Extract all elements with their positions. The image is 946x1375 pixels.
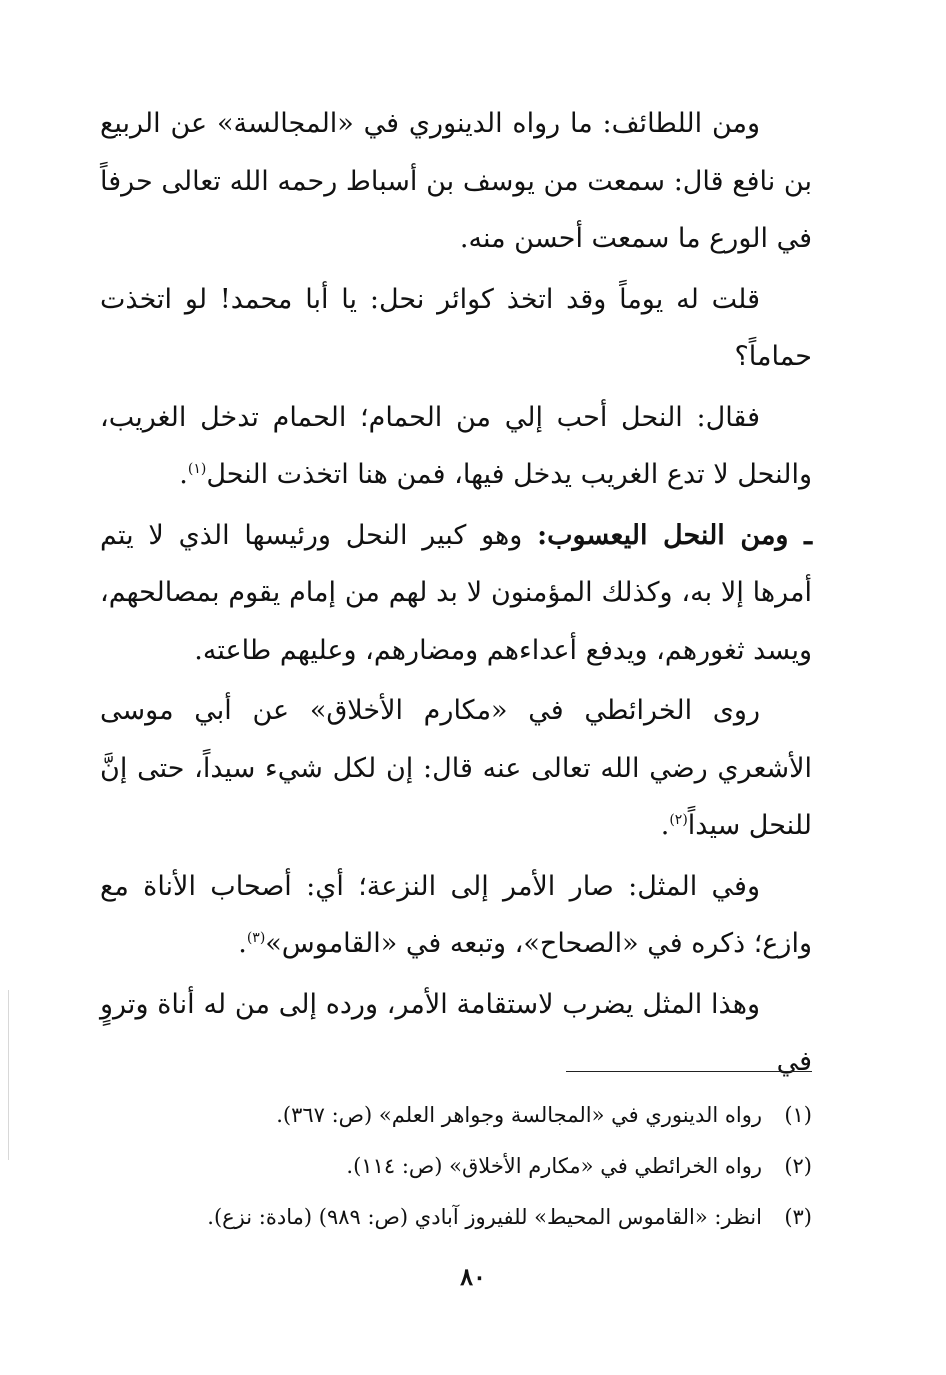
footnote-2 bbox=[100, 1141, 812, 1192]
paragraph-2 bbox=[100, 271, 812, 386]
footnote-separator bbox=[566, 1071, 812, 1072]
page-number: ٨٠ bbox=[460, 1262, 486, 1291]
footnotes bbox=[100, 1090, 812, 1243]
paragraph-4 bbox=[100, 507, 812, 680]
footnote-3-text: انظر: «القاموس المحيط» للفيروز آبادي (ص: ٩٨٩) (مادة: نزع). bbox=[207, 1205, 762, 1229]
paragraph-7 bbox=[100, 976, 812, 1091]
footnote-3 bbox=[100, 1192, 812, 1243]
scan-edge-line bbox=[8, 990, 9, 1160]
paragraph-7-text: وهذا المثل يضرب لاستقامة الأمر، ورده إلى من له أناة وتروٍ في bbox=[100, 988, 812, 1077]
footnote-2-number: (٢) bbox=[784, 1154, 812, 1178]
paragraph-1 bbox=[100, 95, 812, 268]
paragraph-2-text: قلت له يوماً وقد اتخذ كوائر نحل: يا أبا محمد! لو اتخذت حماماً؟ bbox=[100, 283, 812, 372]
paragraph-5: روى الخرائطي في «مكارم الأخلاق» عن أبي موسى الأشعري رضي الله تعالى عنه قال: إن لكل شيء سيداً، حتى إنَّ للنحل سيداً$^{(٢)}$. bbox=[100, 695, 812, 841]
paragraph-4-text: وهو كبير النحل ورئيسها الذي لا يتم أمرها إلا به، وكذلك المؤمنون لا بد لهم من إمام يقوم بمصالحهم، ويسد ثغورهم، ويدفع أعداءهم ومضارهم، وعليهم طاعته. bbox=[100, 519, 812, 666]
paragraph-6: وفي المثل: صار الأمر إلى النزعة؛ أي: أصحاب الأناة مع وازع؛ ذكره في «الصحاح»، وتبعه في «القاموس»$^{(٣)}$. bbox=[100, 870, 812, 959]
paragraph-3-text: فقال: النحل أحب إلي من الحمام؛ الحمام تدخل الغريب، والنحل لا تدع الغريب يدخل فيها، فمن هنا اتخذت النحل bbox=[100, 401, 812, 490]
footnote-ref-1: (١) bbox=[187, 461, 207, 477]
paragraph-4-lead: ـ ومن النحل اليعسوب: bbox=[537, 519, 812, 551]
footnote-1-text: رواه الدينوري في «المجالسة وجواهر العلم» (ص: ٣٦٧). bbox=[276, 1103, 762, 1127]
footnote-1 bbox=[100, 1090, 812, 1141]
footnote-ref-2: (٢) bbox=[669, 812, 688, 828]
main-text bbox=[100, 95, 812, 1094]
footnote-3-number: (٣) bbox=[784, 1205, 812, 1229]
footnote-ref-3: (٣) bbox=[246, 930, 266, 946]
paragraph-6-text: وفي المثل: صار الأمر إلى النزعة؛ أي: أصحاب الأناة مع وازع؛ ذكره في «الصحاح»، وتبعه في «القاموس» bbox=[100, 870, 812, 959]
footnote-2-text: رواه الخرائطي في «مكارم الأخلاق» (ص: ١١٤). bbox=[346, 1154, 762, 1178]
paragraph-5-text: روى الخرائطي في «مكارم الأخلاق» عن أبي موسى الأشعري رضي الله تعالى عنه قال: إن لكل شيء سيداً، حتى إنَّ للنحل سيداً bbox=[100, 695, 812, 841]
footnote-1-number: (١) bbox=[784, 1103, 812, 1127]
paragraph-3: فقال: النحل أحب إلي من الحمام؛ الحمام تدخل الغريب، والنحل لا تدع الغريب يدخل فيها، فمن هنا اتخذت النحل$^{(١)}$. bbox=[100, 401, 812, 490]
paragraph-1-text: ومن اللطائف: ما رواه الدينوري في «المجالسة» عن الربيع بن نافع قال: سمعت من يوسف بن أسباط رحمه الله تعالى حرفاً في الورع ما سمعت أحسن منه. bbox=[100, 108, 812, 254]
